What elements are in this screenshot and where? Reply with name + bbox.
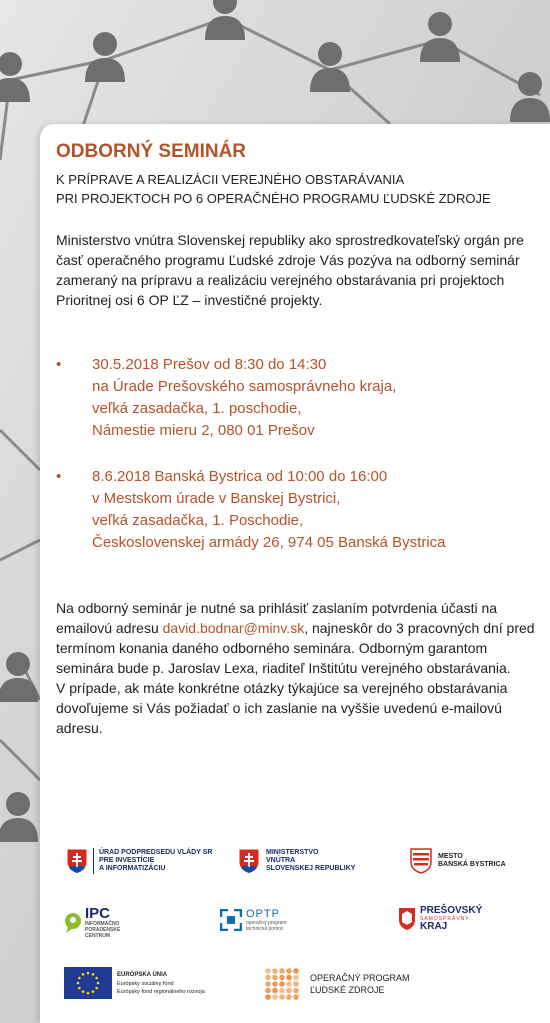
- eu-star: [97, 982, 100, 985]
- event-line: Československej armády 26, 974 05 Banská Bystrica: [92, 534, 446, 551]
- subtitle-line: K PRÍPRAVE A REALIZÁCII VEREJNÉHO OBSTARÁVANIA: [56, 172, 405, 187]
- logo-text: ÚRAD PODPREDSEDU VLÁDY SR PRE INVESTÍCIE A INFORMATIZÁCIU: [99, 849, 213, 872]
- op-lz-dot: [265, 968, 271, 974]
- logo-text: ĽUDSKÉ ZDROJE: [310, 985, 385, 995]
- op-lz-dot: [293, 968, 299, 974]
- logo-mesto-banska-bystrica: [410, 848, 506, 874]
- eu-star: [87, 992, 90, 995]
- op-lz-dot: [279, 981, 285, 987]
- partner-logos: [40, 826, 550, 1023]
- op-lz-dot: [265, 975, 271, 981]
- eu-star: [82, 990, 85, 993]
- op-lz-dot: [279, 968, 285, 974]
- logo-presovsky-kraj: [398, 906, 482, 932]
- event-item-banska-bystrica: [56, 466, 546, 554]
- event-line: v Mestskom úrade v Banskej Bystrici,: [92, 490, 341, 507]
- sk-coat-of-arms-icon: [66, 848, 88, 874]
- bullet: •: [56, 356, 62, 373]
- logo-text: KRAJ: [420, 921, 448, 932]
- psk-coat-of-arms-icon: [398, 907, 416, 931]
- info-text: V prípade, ak máte konkrétne otázky týkajúce sa verejného obstarávania dovoľujeme si Vás požiadať o ich zaslanie na vyššie uvedenú e-mailovú adresu.: [56, 680, 508, 736]
- page-title: ODBORNÝ SEMINÁR: [56, 141, 247, 162]
- op-lz-dot: [279, 994, 285, 1000]
- event-line: 8.6.2018 Banská Bystrica od 10:00 do 16:00: [92, 468, 388, 485]
- eu-star: [95, 977, 98, 980]
- logo-text: PREŠOVSKÝ: [420, 905, 483, 916]
- op-lz-dots-icon: [264, 967, 300, 1001]
- registration-info: [56, 598, 546, 738]
- event-line: Námestie mieru 2, 080 01 Prešov: [92, 422, 315, 439]
- logo-text: IPC: [85, 905, 111, 922]
- subtitle: [56, 170, 546, 208]
- op-lz-dot: [265, 994, 271, 1000]
- op-lz-dot: [293, 994, 299, 1000]
- eu-star: [92, 990, 95, 993]
- logo-urad-podpredsedu: [66, 848, 212, 874]
- events-list: [56, 354, 546, 554]
- event-line: veľká zasadačka, 1. Poschodie,: [92, 512, 304, 529]
- intro-paragraph: Ministerstvo vnútra Slovenskej republiky ako sprostredkovateľský orgán pre časť operačného programu Ľudské zdroje Vás pozýva na odborný seminár zameraný na prípravu a realizáciu verejného obstarávania pri projektoch Prioritnej osi 6 OP ĽZ – investičné projekty.: [56, 232, 524, 308]
- logo-eu: [64, 967, 205, 999]
- op-lz-dot: [286, 994, 292, 1000]
- eu-star: [92, 973, 95, 976]
- invitation-content: [56, 140, 546, 738]
- logo-text: MINISTERSTVO VNÚTRA SLOVENSKEJ REPUBLIKY: [266, 849, 356, 872]
- op-lz-dot: [272, 994, 278, 1000]
- op-lz-dot: [286, 975, 292, 981]
- eu-star: [78, 977, 81, 980]
- op-lz-dot: [293, 981, 299, 987]
- event-line: veľká zasadačka, 1. poschodie,: [92, 400, 302, 417]
- subtitle-line: PRI PROJEKTOCH PO 6 OPERAČNÉHO PROGRAMU ĽUDSKÉ ZDROJE: [56, 191, 491, 206]
- logo-text: EURÓPSKA ÚNIA: [117, 972, 168, 978]
- eu-star: [77, 982, 80, 985]
- op-lz-dot: [279, 975, 285, 981]
- sk-coat-of-arms-icon: [238, 848, 260, 874]
- logo-ipc: [64, 906, 120, 939]
- eu-star: [95, 987, 98, 990]
- info-text: , najneskôr do 3 pracovných dní pred termínom konania daného odborného seminára. Odborným garantom seminára bude p. Jaroslav Lexa, riaditeľ Inštitútu verejného obstarávania.: [56, 620, 535, 676]
- op-lz-dot: [272, 981, 278, 987]
- op-lz-dot: [265, 981, 271, 987]
- city-coat-of-arms-icon: [410, 848, 432, 874]
- logo-subtext: operačný program technická pomoc: [246, 920, 287, 932]
- op-lz-dot: [272, 988, 278, 994]
- event-line: 30.5.2018 Prešov od 8:30 do 14:30: [92, 356, 327, 373]
- logo-text: OPERAČNÝ PROGRAM: [310, 973, 410, 983]
- op-lz-dot: [286, 988, 292, 994]
- eu-star: [87, 972, 90, 975]
- info-text: Na odborný seminár je nutné sa prihlásiť zaslaním potvrdenia účasti na emailovú adresu: [56, 600, 498, 636]
- event-line: na Úrade Prešovského samosprávneho kraja,: [92, 378, 397, 395]
- logo-op-ludske-zdroje: [264, 967, 410, 1001]
- eu-star: [78, 987, 81, 990]
- logo-text: SAMOSPRÁVNY: [420, 916, 470, 922]
- email-link[interactable]: david.bodnar@minv.sk: [162, 620, 305, 636]
- op-lz-dot: [265, 988, 271, 994]
- eu-star: [82, 973, 85, 976]
- op-lz-dot: [286, 968, 292, 974]
- op-lz-dot: [279, 988, 285, 994]
- op-lz-dot: [272, 968, 278, 974]
- logo-optp: [220, 908, 287, 932]
- op-lz-dot: [272, 975, 278, 981]
- logo-text: OPTP: [246, 908, 280, 920]
- eu-flag-icon: [64, 967, 112, 999]
- ipc-bubble-icon: [64, 912, 82, 934]
- bullet: •: [56, 468, 62, 485]
- logo-subtext: INFORMAČNO PORADENSKÉ CENTRUM: [85, 921, 121, 939]
- optp-frame-icon: [220, 909, 242, 931]
- logo-subtext: Európsky sociálny fond Európsky fond regionálneho rozvoja: [117, 981, 205, 995]
- event-item-presov: [56, 354, 546, 442]
- op-lz-dot: [293, 975, 299, 981]
- op-lz-dot: [293, 988, 299, 994]
- logo-text: MESTO BANSKÁ BYSTRICA: [438, 853, 506, 868]
- logo-ministerstvo-vnutra: [238, 848, 355, 874]
- op-lz-dot: [286, 981, 292, 987]
